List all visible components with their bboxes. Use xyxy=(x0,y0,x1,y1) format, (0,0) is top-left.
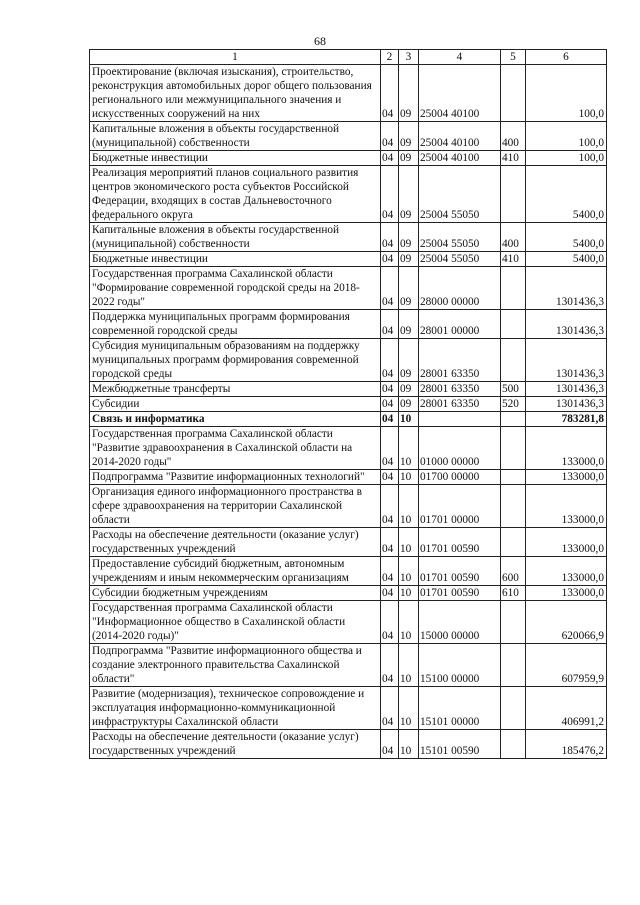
row-section-cell: 04 xyxy=(381,267,399,310)
table-row xyxy=(90,485,607,528)
row-name-cell: Подпрограмма "Развитие информационного общества и создание электронного правительства Сахалинской области" xyxy=(90,644,381,687)
table-row xyxy=(90,151,607,166)
row-section-cell: 04 xyxy=(381,557,399,586)
row-section-cell: 04 xyxy=(381,687,399,730)
row-name-cell: Организация единого информационного пространства в сфере здравоохранения на территории Сахалинской области xyxy=(90,485,381,528)
row-expense-type-cell xyxy=(501,528,526,557)
row-target-article-cell: 01700 00000 xyxy=(419,470,501,485)
header-cell-section: 2 xyxy=(381,50,399,65)
row-section-cell: 04 xyxy=(381,65,399,122)
row-target-article-cell xyxy=(419,412,501,427)
row-section-cell: 04 xyxy=(381,166,399,223)
row-amount-cell: 133000,0 xyxy=(526,427,607,470)
row-name-cell: Развитие (модернизация), техническое сопровождение и эксплуатация информационно-коммуникационной инфраструктуры Сахалинской области xyxy=(90,687,381,730)
row-name-cell: Бюджетные инвестиции xyxy=(90,252,381,267)
budget-table xyxy=(89,49,607,759)
row-expense-type-cell: 500 xyxy=(501,382,526,397)
row-expense-type-cell xyxy=(501,427,526,470)
row-expense-type-cell xyxy=(501,166,526,223)
row-amount-cell: 1301436,3 xyxy=(526,310,607,339)
row-target-article-cell: 25004 55050 xyxy=(419,223,501,252)
row-target-article-cell: 28001 63350 xyxy=(419,339,501,382)
table-row xyxy=(90,310,607,339)
row-target-article-cell: 01701 00590 xyxy=(419,586,501,601)
row-target-article-cell: 15100 00000 xyxy=(419,644,501,687)
row-name-cell: Расходы на обеспечение деятельности (оказание услуг) государственных учреждений xyxy=(90,528,381,557)
row-target-article-cell: 28000 00000 xyxy=(419,267,501,310)
row-amount-cell: 620066,9 xyxy=(526,601,607,644)
table-row xyxy=(90,339,607,382)
row-target-article-cell: 25004 40100 xyxy=(419,151,501,166)
row-subsection-cell: 10 xyxy=(399,557,419,586)
row-target-article-cell: 15101 00000 xyxy=(419,687,501,730)
row-expense-type-cell: 520 xyxy=(501,397,526,412)
row-amount-cell: 100,0 xyxy=(526,65,607,122)
table-row xyxy=(90,252,607,267)
table-row xyxy=(90,528,607,557)
row-name-cell: Капитальные вложения в объекты государственной (муниципальной) собственности xyxy=(90,122,381,151)
row-subsection-cell: 10 xyxy=(399,528,419,557)
row-amount-cell: 1301436,3 xyxy=(526,382,607,397)
row-subsection-cell: 10 xyxy=(399,601,419,644)
table-row xyxy=(90,644,607,687)
row-subsection-cell: 10 xyxy=(399,412,419,427)
row-expense-type-cell xyxy=(501,601,526,644)
row-expense-type-cell xyxy=(501,339,526,382)
row-target-article-cell: 25004 40100 xyxy=(419,122,501,151)
row-name-cell: Субсидии бюджетным учреждениям xyxy=(90,586,381,601)
row-subsection-cell: 09 xyxy=(399,151,419,166)
row-section-cell: 04 xyxy=(381,151,399,166)
row-amount-cell: 133000,0 xyxy=(526,586,607,601)
row-amount-cell: 1301436,3 xyxy=(526,339,607,382)
table-row xyxy=(90,65,607,122)
row-subsection-cell: 10 xyxy=(399,470,419,485)
row-target-article-cell: 28001 00000 xyxy=(419,310,501,339)
row-amount-cell: 185476,2 xyxy=(526,730,607,759)
row-expense-type-cell xyxy=(501,310,526,339)
row-subsection-cell: 09 xyxy=(399,252,419,267)
row-subsection-cell: 09 xyxy=(399,122,419,151)
row-name-cell: Связь и информатика xyxy=(90,412,381,427)
table-row xyxy=(90,730,607,759)
row-subsection-cell: 10 xyxy=(399,427,419,470)
row-expense-type-cell xyxy=(501,470,526,485)
row-name-cell: Подпрограмма "Развитие информационных технологий" xyxy=(90,470,381,485)
row-section-cell: 04 xyxy=(381,601,399,644)
row-expense-type-cell: 610 xyxy=(501,586,526,601)
row-name-cell: Предоставление субсидий бюджетным, автономным учреждениям и иным некоммерческим организациям xyxy=(90,557,381,586)
table-row xyxy=(90,470,607,485)
table-row xyxy=(90,223,607,252)
row-subsection-cell: 10 xyxy=(399,485,419,528)
row-target-article-cell: 28001 63350 xyxy=(419,397,501,412)
table-row xyxy=(90,382,607,397)
table-row xyxy=(90,427,607,470)
row-target-article-cell: 01701 00000 xyxy=(419,485,501,528)
row-amount-cell: 133000,0 xyxy=(526,557,607,586)
row-target-article-cell: 25004 55050 xyxy=(419,252,501,267)
row-section-cell: 04 xyxy=(381,223,399,252)
header-cell-target-article: 4 xyxy=(419,50,501,65)
row-subsection-cell: 10 xyxy=(399,687,419,730)
row-amount-cell: 100,0 xyxy=(526,122,607,151)
row-section-cell: 04 xyxy=(381,412,399,427)
table-row xyxy=(90,267,607,310)
row-amount-cell: 100,0 xyxy=(526,151,607,166)
table-row xyxy=(90,557,607,586)
row-subsection-cell: 09 xyxy=(399,310,419,339)
table-row xyxy=(90,412,607,427)
row-target-article-cell: 01701 00590 xyxy=(419,557,501,586)
row-section-cell: 04 xyxy=(381,470,399,485)
row-section-cell: 04 xyxy=(381,528,399,557)
row-amount-cell: 133000,0 xyxy=(526,528,607,557)
row-section-cell: 04 xyxy=(381,485,399,528)
row-name-cell: Государственная программа Сахалинской области "Формирование современной городской среды на 2018-2022 годы" xyxy=(90,267,381,310)
header-cell-expense-type: 5 xyxy=(501,50,526,65)
row-subsection-cell: 09 xyxy=(399,339,419,382)
table-row xyxy=(90,166,607,223)
row-amount-cell: 783281,8 xyxy=(526,412,607,427)
row-amount-cell: 1301436,3 xyxy=(526,397,607,412)
row-subsection-cell: 10 xyxy=(399,730,419,759)
row-subsection-cell: 10 xyxy=(399,644,419,687)
row-target-article-cell: 01000 00000 xyxy=(419,427,501,470)
row-expense-type-cell xyxy=(501,412,526,427)
row-name-cell: Бюджетные инвестиции xyxy=(90,151,381,166)
row-amount-cell: 133000,0 xyxy=(526,485,607,528)
row-section-cell: 04 xyxy=(381,310,399,339)
row-name-cell: Субсидии xyxy=(90,397,381,412)
row-target-article-cell: 28001 63350 xyxy=(419,382,501,397)
row-expense-type-cell: 410 xyxy=(501,252,526,267)
row-target-article-cell: 25004 55050 xyxy=(419,166,501,223)
table-row xyxy=(90,586,607,601)
row-section-cell: 04 xyxy=(381,427,399,470)
row-name-cell: Государственная программа Сахалинской области "Информационное общество в Сахалинской области (2014-2020 годы)" xyxy=(90,601,381,644)
table-row xyxy=(90,601,607,644)
row-name-cell: Реализация мероприятий планов социального развития центров экономического роста субъектов Российской Федерации, входящих в состав Дальневосточного федерального округа xyxy=(90,166,381,223)
row-subsection-cell: 09 xyxy=(399,397,419,412)
row-target-article-cell: 01701 00590 xyxy=(419,528,501,557)
row-amount-cell: 5400,0 xyxy=(526,252,607,267)
row-subsection-cell: 09 xyxy=(399,166,419,223)
row-expense-type-cell xyxy=(501,644,526,687)
header-cell-name: 1 xyxy=(90,50,381,65)
table-row xyxy=(90,687,607,730)
row-name-cell: Государственная программа Сахалинской области "Развитие здравоохранения в Сахалинской области на 2014-2020 годы" xyxy=(90,427,381,470)
header-cell-amount: 6 xyxy=(526,50,607,65)
row-amount-cell: 1301436,3 xyxy=(526,267,607,310)
table-header-row xyxy=(90,50,607,65)
row-subsection-cell: 09 xyxy=(399,223,419,252)
row-subsection-cell: 09 xyxy=(399,267,419,310)
row-section-cell: 04 xyxy=(381,644,399,687)
row-section-cell: 04 xyxy=(381,730,399,759)
row-target-article-cell: 15000 00000 xyxy=(419,601,501,644)
page-number: 68 xyxy=(314,34,326,48)
row-section-cell: 04 xyxy=(381,397,399,412)
row-expense-type-cell: 410 xyxy=(501,151,526,166)
row-amount-cell: 406991,2 xyxy=(526,687,607,730)
row-section-cell: 04 xyxy=(381,586,399,601)
row-amount-cell: 133000,0 xyxy=(526,470,607,485)
row-expense-type-cell xyxy=(501,267,526,310)
row-section-cell: 04 xyxy=(381,339,399,382)
row-name-cell: Поддержка муниципальных программ формирования современной городской среды xyxy=(90,310,381,339)
row-amount-cell: 607959,9 xyxy=(526,644,607,687)
row-subsection-cell: 09 xyxy=(399,382,419,397)
row-name-cell: Субсидия муниципальным образованиям на поддержку муниципальных программ формирования современной городской среды xyxy=(90,339,381,382)
row-section-cell: 04 xyxy=(381,122,399,151)
row-section-cell: 04 xyxy=(381,252,399,267)
row-subsection-cell: 09 xyxy=(399,65,419,122)
row-name-cell: Проектирование (включая изыскания), строительство, реконструкция автомобильных дорог общего пользования регионального или межмуниципального значения и искусственных сооружений на них xyxy=(90,65,381,122)
row-target-article-cell: 15101 00590 xyxy=(419,730,501,759)
row-expense-type-cell: 600 xyxy=(501,557,526,586)
row-expense-type-cell xyxy=(501,730,526,759)
table-row xyxy=(90,122,607,151)
header-cell-subsection: 3 xyxy=(399,50,419,65)
row-expense-type-cell xyxy=(501,687,526,730)
row-subsection-cell: 10 xyxy=(399,586,419,601)
row-name-cell: Расходы на обеспечение деятельности (оказание услуг) государственных учреждений xyxy=(90,730,381,759)
row-section-cell: 04 xyxy=(381,382,399,397)
table-row xyxy=(90,397,607,412)
row-amount-cell: 5400,0 xyxy=(526,223,607,252)
row-expense-type-cell: 400 xyxy=(501,122,526,151)
row-target-article-cell: 25004 40100 xyxy=(419,65,501,122)
row-expense-type-cell xyxy=(501,65,526,122)
row-name-cell: Межбюджетные трансферты xyxy=(90,382,381,397)
row-amount-cell: 5400,0 xyxy=(526,166,607,223)
row-expense-type-cell xyxy=(501,485,526,528)
row-expense-type-cell: 400 xyxy=(501,223,526,252)
row-name-cell: Капитальные вложения в объекты государственной (муниципальной) собственности xyxy=(90,223,381,252)
